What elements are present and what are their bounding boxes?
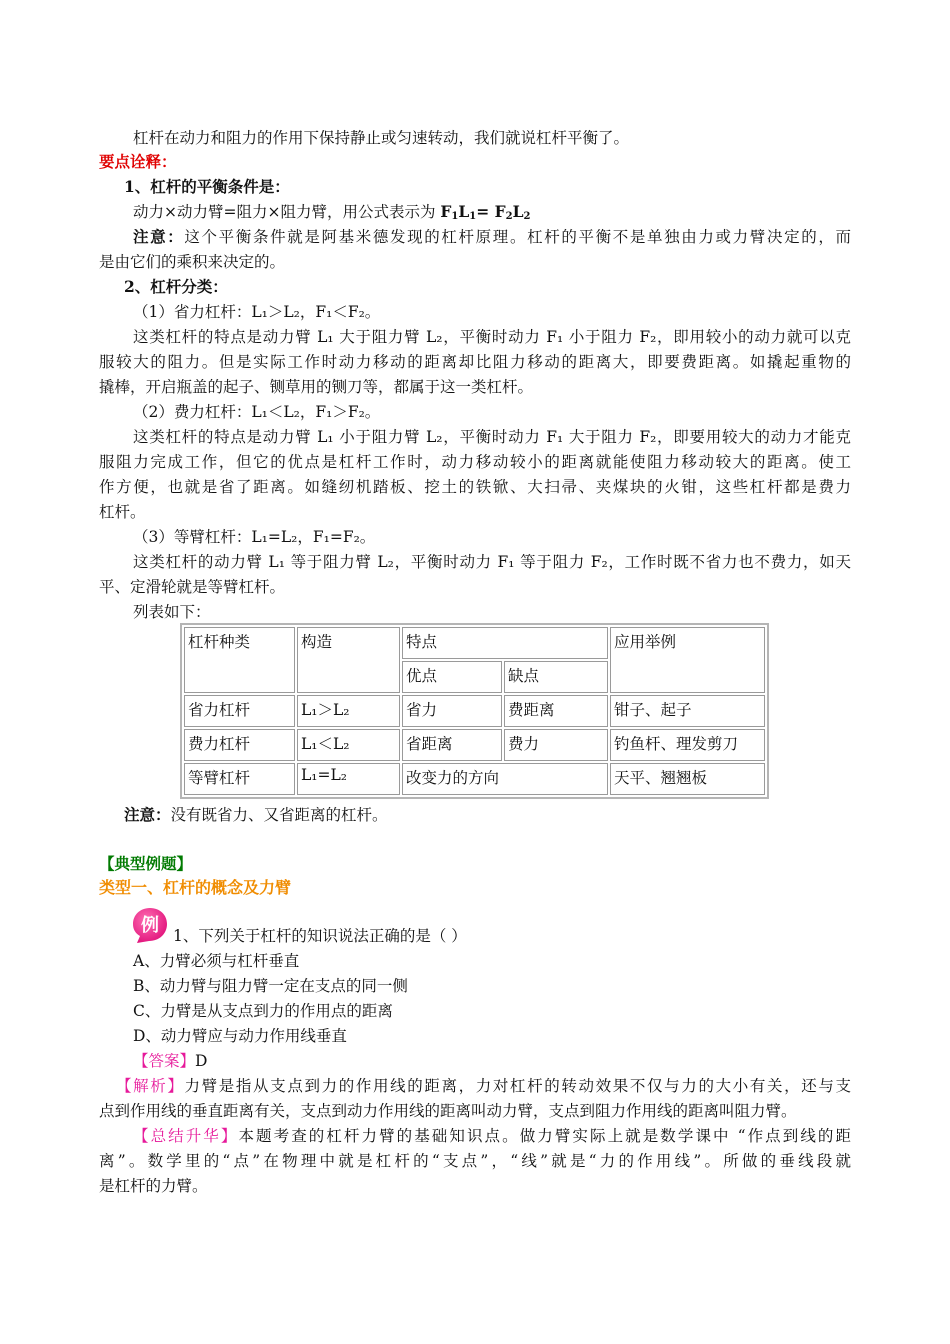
header-structure: 构造 bbox=[297, 627, 400, 693]
header-feature: 特点 bbox=[402, 627, 608, 659]
cell-application: 天平、翘翘板 bbox=[610, 763, 765, 795]
cell-advantage: 省距离 bbox=[402, 729, 502, 761]
class3-line2: 平、定滑轮就是等臂杠杆。 bbox=[99, 578, 286, 596]
balance-formula: $F_1L_1= F_2L_2$ bbox=[440, 202, 531, 222]
class2-line2: 服阻力完成工作，但它的优点是杠杆工作时，动力移动较小的距离就能使阻力移动较大的距离。使工 bbox=[99, 453, 851, 471]
class1-line1: 这类杠杆的特点是动力臂 L₁ 大于阻力臂 L₂，平衡时动力 F₁ 小于阻力 F₂，即用较小的动力就可以克 bbox=[133, 328, 851, 346]
example-badge-icon bbox=[131, 906, 169, 944]
balance-formula-line bbox=[133, 201, 530, 223]
class2-title: （2）费力杠杆：L₁＜L₂，F₁＞F₂。 bbox=[133, 403, 381, 421]
cell-type: 省力杠杆 bbox=[184, 695, 295, 727]
cell-structure: L₁=L₂ bbox=[297, 763, 400, 795]
analysis-line2: 点到作用线的垂直距离有关，支点到动力作用线的距离叫动力臂，支点到阻力作用线的距离叫阻力臂。 bbox=[99, 1102, 797, 1120]
analysis-line1: 【解析】力臂是指从支点到力的作用线的距离，力对杠杆的转动效果不仅与力的大小有关，还与支 bbox=[116, 1077, 851, 1095]
svg-text:例: 例 bbox=[141, 915, 159, 936]
cell-structure: L₁＜L₂ bbox=[297, 729, 400, 761]
header-disadvantage: 缺点 bbox=[504, 661, 608, 693]
note-label: 注意： bbox=[133, 227, 185, 246]
cell-application: 钓鱼杆、理发剪刀 bbox=[610, 729, 765, 761]
table-row bbox=[184, 763, 765, 795]
summary-line2: 离”。数学里的“点”在物理中就是杠杆的“支点”，“线”就是“力的作用线”。所做的垂线段就 bbox=[99, 1152, 851, 1170]
answer-value: D bbox=[195, 1052, 208, 1070]
class2-line1: 这类杠杆的特点是动力臂 L₁ 小于阻力臂 L₂，平衡时动力 F₁ 大于阻力 F₂，即要用较大的动力才能克 bbox=[133, 428, 851, 446]
table-note: 注意：没有既省力、又省距离的杠杆。 bbox=[124, 805, 388, 824]
class1-title: （1）省力杠杆：L₁＞L₂，F₁＜F₂。 bbox=[133, 303, 381, 321]
class1-line3: 撬棒，开启瓶盖的起子、铡草用的铡刀等，都属于这一类杠杆。 bbox=[99, 378, 534, 396]
table-row bbox=[184, 695, 765, 727]
classes-heading: 2、杠杆分类： bbox=[124, 277, 228, 296]
balance-heading: 1、杠杆的平衡条件是： bbox=[124, 177, 290, 196]
table-header-row bbox=[184, 627, 765, 659]
cell-disadvantage: 费力 bbox=[504, 729, 608, 761]
list-intro: 列表如下： bbox=[133, 603, 211, 621]
cell-type: 等臂杠杆 bbox=[184, 763, 295, 795]
balance-note-line1: 注意：这个平衡条件就是阿基米德发现的杠杆原理。杠杆的平衡不是单独由力或力臂决定的，而 bbox=[133, 227, 851, 246]
option-d: D、动力臂应与动力作用线垂直 bbox=[133, 1027, 347, 1045]
answer-line bbox=[133, 1050, 207, 1072]
header-type: 杠杆种类 bbox=[184, 627, 295, 693]
cell-structure: L₁＞L₂ bbox=[297, 695, 400, 727]
balance-note-line2: 是由它们的乘积来决定的。 bbox=[99, 253, 286, 271]
intro-paragraph: 杠杆在动力和阻力的作用下保持静止或匀速转动，我们就说杠杆平衡了。 bbox=[133, 129, 630, 147]
cell-feature: 改变力的方向 bbox=[402, 763, 608, 795]
answer-label: 【答案】 bbox=[133, 1052, 196, 1070]
examples-heading: 【典型例题】 bbox=[99, 854, 193, 873]
cell-application: 钳子、起子 bbox=[610, 695, 765, 727]
summary-line3: 是杠杆的力臂。 bbox=[99, 1177, 208, 1195]
formula-text: 动力×动力臂=阻力×阻力臂，用公式表示为 bbox=[133, 203, 441, 221]
header-application: 应用举例 bbox=[610, 627, 765, 693]
header-advantage: 优点 bbox=[402, 661, 502, 693]
analysis-label: 【解析】 bbox=[116, 1077, 185, 1095]
option-a: A、力臂必须与杠杆垂直 bbox=[133, 952, 300, 970]
option-c: C、力臂是从支点到力的作用点的距离 bbox=[133, 1002, 393, 1020]
class1-line2: 服较大的阻力。但是实际工作时动力移动的距离却比阻力移动的距离大，即要费距离。如撬起重物的 bbox=[99, 353, 851, 371]
question-1-stem: 1、下列关于杠杆的知识说法正确的是（ ） bbox=[173, 927, 467, 945]
class3-title: （3）等臂杠杆：L₁=L₂，F₁=F₂。 bbox=[133, 528, 376, 546]
key-points-heading: 要点诠释： bbox=[99, 152, 177, 171]
summary-line1: 【总结升华】本题考查的杠杆力臂的基础知识点。做力臂实际上就是数学课中 “作点到线的距 bbox=[133, 1127, 851, 1145]
class2-line3: 作方便，也就是省了距离。如缝纫机踏板、挖土的铁锨、大扫帚、夹煤块的火钳，这些杠杆都是费力 bbox=[99, 478, 851, 496]
cell-type: 费力杠杆 bbox=[184, 729, 295, 761]
summary-label: 【总结升华】 bbox=[133, 1127, 239, 1145]
class3-line1: 这类杠杆的动力臂 L₁ 等于阻力臂 L₂，平衡时动力 F₁ 等于阻力 F₂，工作时既不省力也不费力，如天 bbox=[133, 553, 851, 571]
cell-disadvantage: 费距离 bbox=[504, 695, 608, 727]
cell-advantage: 省力 bbox=[402, 695, 502, 727]
table-row bbox=[184, 729, 765, 761]
note-label: 注意： bbox=[124, 805, 171, 824]
option-b: B、动力臂与阻力臂一定在支点的同一侧 bbox=[133, 977, 408, 995]
type1-heading: 类型一、杠杆的概念及力臂 bbox=[99, 878, 292, 897]
class2-line4: 杠杆。 bbox=[99, 503, 146, 521]
lever-table bbox=[180, 623, 769, 799]
